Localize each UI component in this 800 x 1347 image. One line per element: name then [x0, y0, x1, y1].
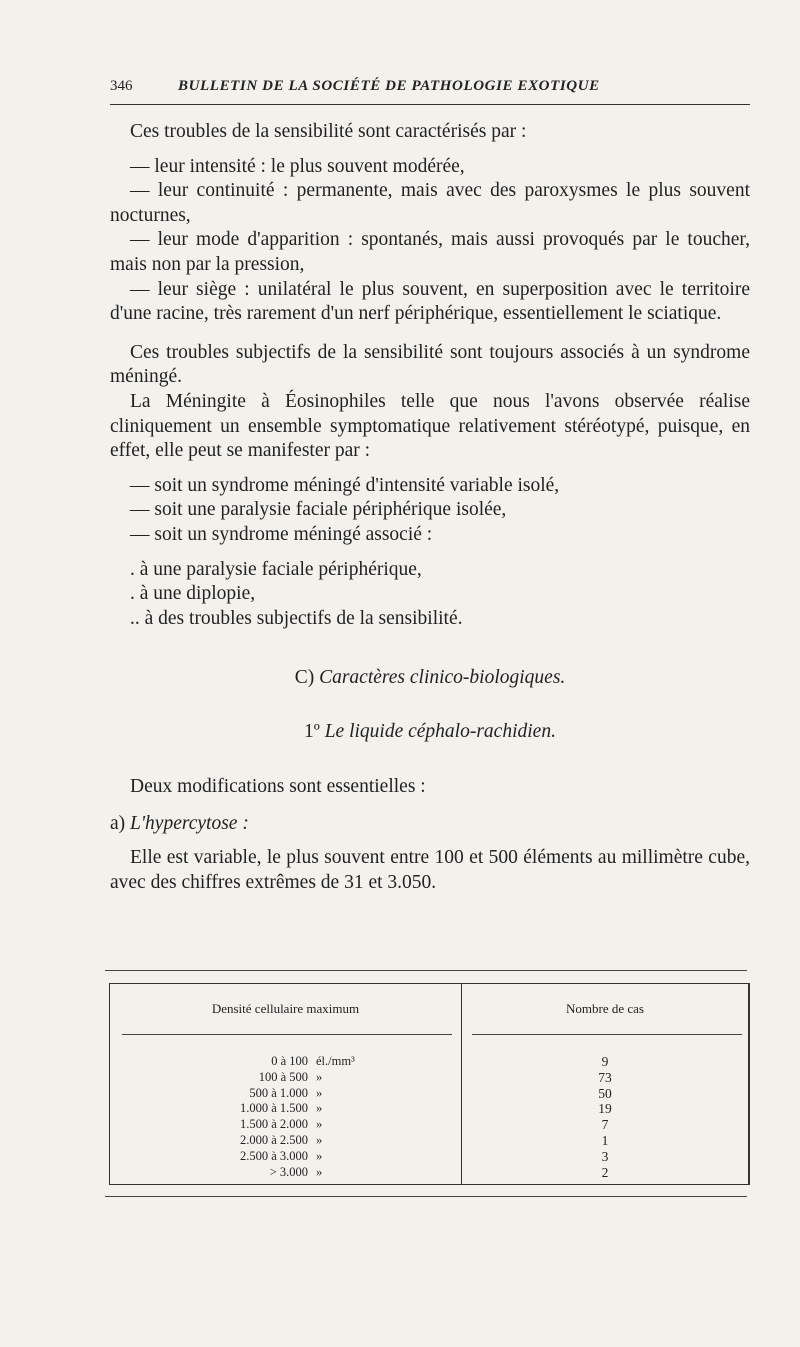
item-a-title: L'hypercytose :	[130, 812, 249, 834]
table-row	[200, 1165, 400, 1181]
list-item-mode: — leur mode d'apparition : spontanés, mais aussi provoqués par le toucher, mais non par la pression,	[110, 229, 750, 275]
density-unit: él./mm³	[316, 1054, 355, 1068]
case-count: 3	[601, 1148, 609, 1164]
subsection-heading	[110, 721, 750, 743]
list-item-soit-2: — soit une paralysie faciale périphérique isolée,	[130, 499, 507, 521]
density-unit: »	[316, 1132, 323, 1147]
list-item-soit-1: — soit un syndrome méningé d'intensité variable isolé,	[130, 474, 560, 496]
table-header-density: Densité cellulaire maximum	[211, 1001, 360, 1016]
case-count: 9	[601, 1054, 609, 1069]
density-range: 1.500 à 2.000	[239, 1117, 308, 1132]
table-header-count: Nombre de cas	[566, 1001, 644, 1016]
case-count: 7	[601, 1117, 609, 1133]
list-item-continuite: — leur continuité : permanente, mais avec des paroxysmes le plus souvent nocturnes,	[110, 180, 750, 226]
item-a-heading	[110, 812, 750, 837]
table-row	[200, 1117, 400, 1133]
table-row	[200, 1101, 400, 1117]
item-a-label: a)	[110, 812, 126, 834]
running-header	[110, 76, 750, 105]
sub-item-paralysie: . à une paralysie faciale périphérique,	[130, 558, 422, 580]
density-unit: »	[316, 1117, 323, 1132]
section-label: C)	[294, 667, 315, 689]
page-body	[110, 120, 750, 896]
header-rule-right	[472, 1034, 742, 1035]
density-range: 0 à 100	[271, 1054, 308, 1068]
density-unit: »	[316, 1085, 323, 1100]
list-item-siege: — leur siège : unilatéral le plus souvent, en superposition avec le territoire d'une racine, très rarement d'un nerf périphérique, essentiellement le sciatique.	[110, 278, 750, 325]
subsection-title: Le liquide céphalo-rachidien.	[324, 721, 556, 743]
case-count: 1	[601, 1132, 609, 1148]
table-frame	[109, 983, 750, 1185]
density-range: 1.000 à 1.500	[239, 1101, 308, 1116]
section-heading	[110, 667, 750, 689]
journal-title: BULLETIN DE LA SOCIÉTÉ DE PATHOLOGIE EXOTIQUE	[178, 78, 600, 94]
density-unit: »	[316, 1148, 323, 1163]
density-unit: »	[316, 1069, 323, 1084]
density-unit: »	[316, 1164, 323, 1179]
page-number: 346	[110, 78, 133, 94]
table-row	[200, 1070, 400, 1086]
sub-item-troubles: .. à des troubles subjectifs de la sensibilité.	[130, 607, 463, 629]
density-range: 100 à 500	[258, 1069, 308, 1084]
density-range: 2.000 à 2.500	[239, 1132, 308, 1147]
density-values	[200, 1054, 400, 1180]
density-unit: »	[316, 1101, 323, 1116]
list-item-soit-3: — soit un syndrome méningé associé :	[130, 523, 433, 545]
density-range: 500 à 1.000	[249, 1085, 308, 1100]
density-range: 2.500 à 3.000	[239, 1148, 308, 1163]
header-rule-left	[122, 1034, 452, 1035]
paragraph-meningite: La Méningite à Éosinophiles telle que nous l'avons observée réalise cliniquement un ensemble symptomatique relativement stéréotypé, puisque, en effet, elle peut se manifester par :	[110, 390, 750, 462]
table-row	[200, 1133, 400, 1149]
sub-item-diplopie: . à une diplopie,	[130, 583, 256, 605]
count-values	[462, 1054, 748, 1180]
paragraph-modifications: Deux modifications sont essentielles :	[130, 776, 426, 798]
table-row	[200, 1086, 400, 1102]
paragraph-intro: Ces troubles de la sensibilité sont caractérisés par :	[130, 121, 527, 142]
section-title: Caractères clinico-biologiques.	[319, 667, 566, 689]
case-count: 50	[598, 1085, 612, 1101]
table-row	[200, 1054, 400, 1070]
paragraph-syndrome: Ces troubles subjectifs de la sensibilité sont toujours associés à un syndrome méningé.	[110, 341, 750, 388]
cell-density-table	[105, 970, 747, 1197]
case-count: 19	[598, 1101, 612, 1117]
paragraph-hypercytose: Elle est variable, le plus souvent entre 100 et 500 éléments au millimètre cube, avec des chiffres extrêmes de 31 et 3.050.	[110, 847, 750, 894]
case-count: 73	[598, 1069, 612, 1085]
list-item-intensite: — leur intensité : le plus souvent modérée,	[130, 155, 465, 177]
table-row	[200, 1149, 400, 1165]
density-range: > 3.000	[269, 1164, 308, 1179]
case-count: 2	[601, 1164, 609, 1180]
subsection-number: 1º	[304, 721, 320, 743]
